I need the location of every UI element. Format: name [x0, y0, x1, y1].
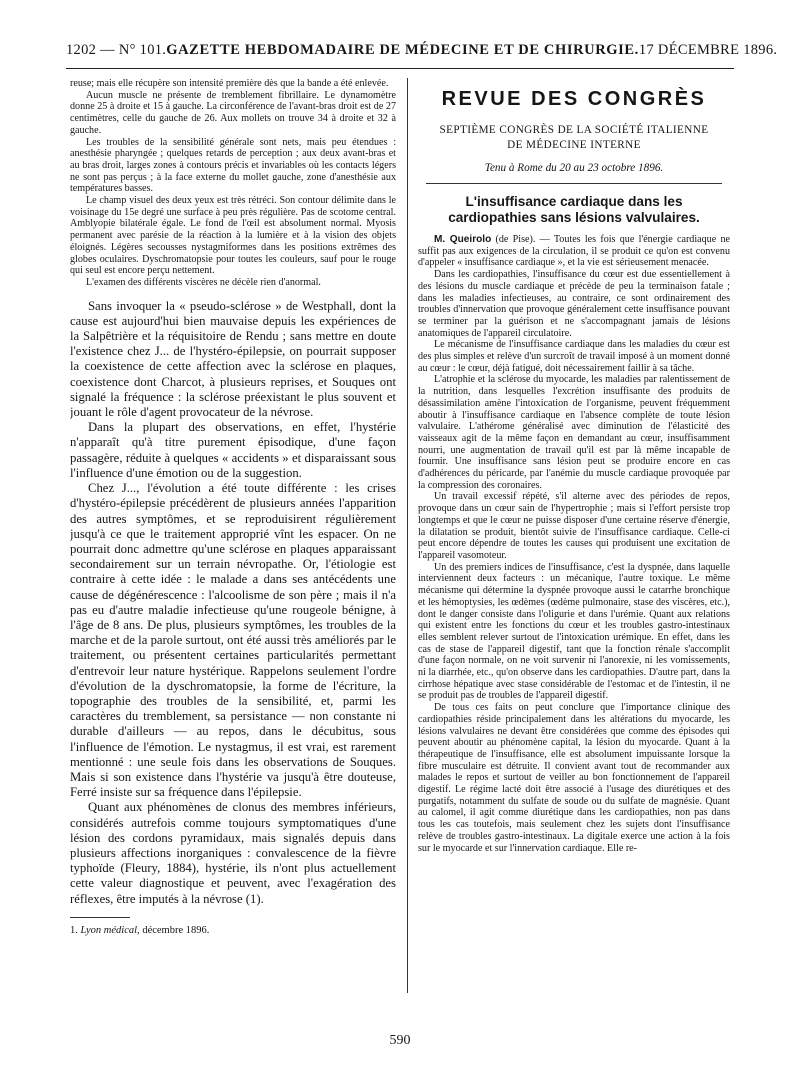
article-title: L'insuffisance cardiaque dans les cardiopathies sans lésions valvulaires.	[448, 194, 700, 225]
header-journal-title: GAZETTE HEBDOMADAIRE DE MÉDECINE ET DE CHIRURGIE.	[166, 42, 639, 58]
page-number: 590	[389, 1033, 411, 1048]
observation-paragraph: Les troubles de la sensibilité générale sont nets, mais peu étendues : anesthésie pharyngée ; quelques retards de perception ; aux deux avant-bras et au bras droit, larges zones à contours précis et invariables où les contacts légers ne sont pas perçus ; à la face externe du mollet gauche, zone d'anesthésie aux températures basses.	[70, 136, 396, 195]
left-column	[70, 78, 396, 1038]
article-paragraph: De tous ces faits on peut conclure que l'importance clinique des cardiopathies réside principalement dans les altérations du myocarde, les lésions valvulaires ne devant être considérées que comme des épisodes qui peuvent aboutir au phénomène capital, la lésion du myocarde. Quant à la thérapeutique de l'insuffisance, elle est absolument impuissante lorsque la fibre musculaire est détruite. Il convient avant tout de recommander aux malades le repos et surtout de veiller au bon fonctionnement de l'appareil digestif. Le régime lacté doit être associé à l'usage des diurétiques et des purgatifs, notamment du sulfate de soude ou du sulfate de magnésie. Quant au calomel, il agit comme diurétique dans les cardiopathies, non pas dans tous les cas toutefois, mais seulement chez les sujets dont l'insuffisance relève de troubles gastro-intestinaux. La digitale exerce une action à la fois sur le myocarde et sur l'innervation cardiaque. Elle re-	[418, 702, 730, 854]
congress-name-line: DE MÉDECINE INTERNE	[507, 138, 641, 151]
section-rule	[426, 183, 722, 184]
footnote-number: 1.	[70, 924, 78, 936]
author-name: M. Queirolo	[434, 234, 492, 245]
section-heading: REVUE DES CONGRÈS	[441, 88, 707, 110]
article-paragraph: L'atrophie et la sclérose du myocarde, les maladies par ralentissement de la nutrition, dans lesquelles l'excrétion insuffisante des produits de désassimilation amène l'intoxication de l'organisme, peuvent fréquemment aboutir à l'insuffisance cardiaque en l'absence complète de toute lésion valvulaire. L'athérome généralisé avec diminution de l'élasticité des vaisseaux agit de la même façon en demandant au cœur, insuffisamment nourri, une augmentation de travail qu'il est par là même incapable de fournir. Une insuffisance sans lésion peut se produire encore en cas d'adhérences du péricarde, par l'anémie du muscle cardiaque provoquée par la compression des coronaires.	[418, 374, 730, 491]
footnote	[70, 924, 396, 937]
discussion-paragraph: Sans invoquer la « pseudo-sclérose » de Westphall, dont la cause est aujourd'hui bien mauvaise depuis les expériences de la Salpêtrière et la réquisitoire de Rendu ; sans mettre en doute l'existence chez J... de l'hystéro-épilepsie, on pourrait supposer la coexistence de cette affection avec la sclérose en plaques, coexistence dont Charcot, à plusieurs reprises, et Souques ont signalé la fréquence : la sclérose préexistant le plus souvent et jouant le rôle d'agent provocateur de la névrose.	[70, 298, 396, 420]
footnote-source: Lyon médical,	[80, 924, 140, 936]
observation-paragraph: Le champ visuel des deux yeux est très rétréci. Son contour délimite dans le voisinage du 15e degré une surface à peu près régulière. Pas de scotome central. Amblyopie bilatérale égale. Le fond de l'œil est absolument normal. Myosis permanent avec parésie de la réaction à la lumière et à la vision des objets éloignés. Légères secousses nystagmiformes dans les positions extrêmes des globes oculaires. Dyschromatopsie pour toutes les couleurs, sauf pour le rouge qui seul est encore perçu nettement.	[70, 195, 396, 277]
first-paragraph-text: (de Pise). — Toutes les fois que l'énergie cardiaque ne suffit pas aux exigences de la circulation, il se produit ce qu'on est convenu d'appeler « insuffisance cardiaque », et la vie est sérieusement menacée.	[418, 234, 730, 269]
observation-paragraph: reuse; mais elle récupère son intensité première dès que la bande a été enlevée.	[70, 78, 389, 89]
article-body	[418, 234, 730, 854]
congress-dates: Tenu à Rome du 20 au 23 octobre 1896.	[484, 162, 664, 174]
discussion-paragraph: Dans la plupart des observations, en effet, l'hystérie n'apparaît qu'à titre purement épisodique, d'une façon passagère, réduite à quelques « accidents » et disparaissant sous l'influence d'une émotion ou de la suggestion.	[70, 420, 396, 480]
observation-paragraph: Aucun muscle ne présente de tremblement fibrillaire. Le dynamomètre donne 25 à droite et 15 à gauche. La circonférence de l'avant-bras droit est de 27 centimètres, celle du gauche de 26. Aux mollets on trouve 34 à droite et 32 à gauche.	[70, 89, 396, 136]
article-paragraph	[418, 234, 730, 269]
case-observation-block	[70, 78, 396, 289]
article-paragraph: Un travail excessif répété, s'il alterne avec des périodes de repos, provoque dans un cœur sain de l'hypertrophie ; mais si l'effort persiste trop longtemps et que le cœur ne puisse disposer d'une certaine réserve d'énergie, la dilatation se produit, bientôt suivie de l'insuffisance cardiaque. Celle-ci peut encore dépendre de toutes les causes qui produisent une excitation de l'appareil vasomoteur.	[418, 491, 730, 561]
article-paragraph: Un des premiers indices de l'insuffisance, c'est la dyspnée, dans laquelle interviennent deux facteurs : un mécanique, l'autre toxique. Le même mécanisme qui détermine la dyspnée provoque aussi le catarrhe bronchique et les hémoptysies, les œdèmes (œdème pulmonaire, stase des viscères, etc.), dont le danger consiste dans l'oligurie et dans l'urémie. Quant aux relations qui existent entre les fonctions du cœur et les troubles gastro-intestinaux elles semblent relever surtout de l'intoxication urémique. En effet, dans les cas de stase de l'appareil digestif, tant que la fonction rénale s'accomplit d'une façon normale, on ne voit survenir ni l'anorexie, ni les vomissements, ni la diarrhée, etc., qu'on observe dans les cardiopathies. D'autre part, dans la cirrhose hépatique avec stase considérable de l'estomac et de l'intestin, il ne se produit pas de troubles de l'appareil digestif.	[418, 561, 730, 702]
discussion-paragraph: Chez J..., l'évolution a été toute différente : les crises d'hystéro-épilepsie précédèrent de plusieurs années l'apparition des autres symptômes, et se reproduisirent régulièrement jusqu'à ce que le traitement approprié vînt les espacer. On ne pourrait donc admettre qu'une sclérose en plaques apparaissant secondairement sur un terrain névropathe. Or, l'étiologie est contraire à cette idée : le malade a dans ses antécédents une cause de dégénérescence : l'alcoolisme de son père ; mais il n'a pas eu d'autre maladie infectieuse qu'une rougeole bénigne, à l'âge de 8 ans. De plus, plusieurs symptômes, les troubles de la marche et de la parole surtout, ont été aussi très améliorés par le traitement, ou présentent certaines particularités permettant d'entrevoir leur nature hystérique. Rappelons seulement l'ordre d'évolution de la dyschromatopsie, la forme de l'écriture, la topographie des troubles de la sensibilité, et, parmi les caractères du tremblement, sa persistance — non constante ni durable d'ailleurs — au repos, dans le décubitus, sous l'influence de l'émotion. Le nystagmus, il est vrai, est rarement mentionné : une seule fois dans les observations de Souques. Mais si son existence dans l'hystérie va jusqu'à être douteuse, Ferré insiste sur sa fréquence dans l'épilepsie.	[70, 481, 396, 800]
article-paragraph: Dans les cardiopathies, l'insuffisance du cœur est due essentiellement à des lésions du muscle cardiaque et précède de peu la terminaison fatale ; dans les maladies infectieuses, au contraire, ce sont ordinairement des troubles d'innervation que provoque généralement cette insuffisance pouvant se terminer par la guérison et ne s'accompagnant jamais de lésions anatomiques de l'appareil circulatoire.	[418, 269, 730, 339]
footnote-rule	[70, 917, 130, 918]
discussion-block	[70, 299, 396, 907]
header-page-number: 1202 — N° 101.	[66, 42, 167, 58]
right-column	[418, 78, 730, 1038]
congress-name	[418, 123, 730, 152]
column-divider	[407, 78, 408, 993]
header-rule	[66, 68, 734, 69]
article-paragraph: Le mécanisme de l'insuffisance cardiaque dans les maladies du cœur est des plus simples et relève d'un surcroît de travail imposé à un moment donné au cœur : le cœur, déjà fatigué, doit nécessairement faillir à sa tâche.	[418, 339, 730, 374]
congress-name-line: SEPTIÈME CONGRÈS DE LA SOCIÉTÉ ITALIENNE	[439, 124, 709, 136]
header-date: 17 DÉCEMBRE 1896.	[638, 42, 778, 58]
discussion-paragraph: Quant aux phénomènes de clonus des membres inférieurs, considérés autrefois comme toujours symptomatiques d'une lésion des cordons pyramidaux, mais signalés depuis dans plusieurs affections inorganiques : convalescence de la fièvre typhoïde (Fleury, 1884), hystérie, ils n'ont plus actuellement cette valeur diagnostique et peuvent, avec l'exagération des réflexes, être imputés à la névrose (1).	[70, 800, 396, 906]
observation-paragraph: L'examen des différents viscères ne décèle rien d'anormal.	[86, 276, 321, 288]
running-header	[66, 42, 778, 66]
footnote-date: décembre 1896.	[142, 924, 210, 936]
